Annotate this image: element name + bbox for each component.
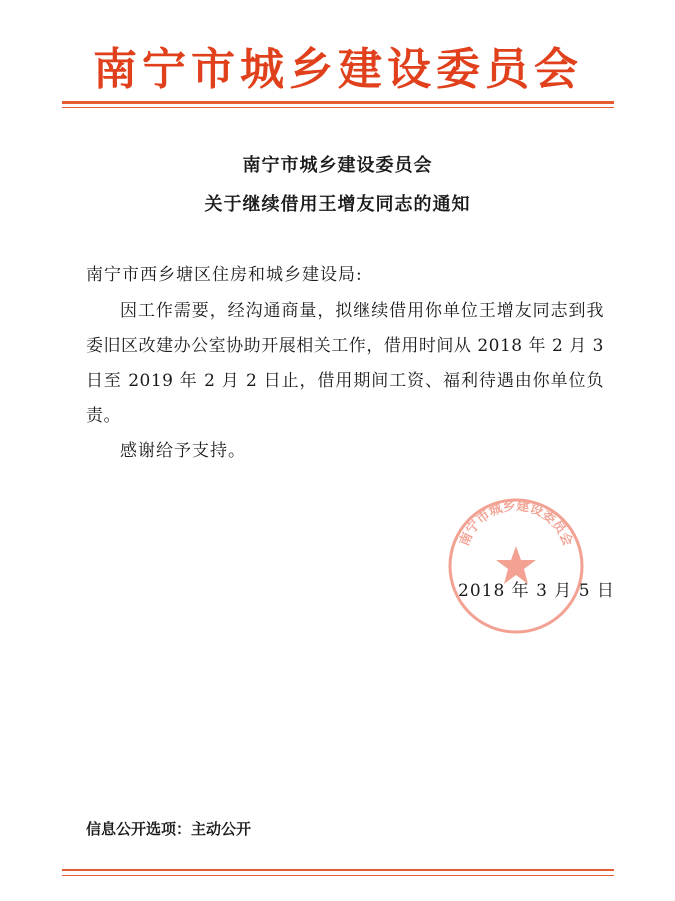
notice-title-line1: 南宁市城乡建设委员会: [242, 155, 433, 176]
seal-text: 南宁市城乡建设委员会: [457, 498, 575, 549]
notice-thanks: 感谢给予支持。: [120, 441, 246, 461]
footer-rule: [62, 869, 614, 871]
letterhead-rule: [62, 101, 614, 104]
notice-body: 因工作需要，经沟通商量，拟继续借用你单位王增友同志到我委旧区改建办公室协助开展相关工作，借用时间从 2018 年 2 月 3 日至 2019 年 2 月 2 日止，借用期间工资、福利待遇由你单位负责。: [86, 301, 604, 426]
official-seal-icon: [446, 496, 586, 636]
notice-recipient: 南宁市西乡塘区住房和城乡建设局:: [86, 265, 363, 285]
svg-text:南宁市城乡建设委员会: [456, 498, 575, 549]
notice-date: 2018 年 3 月 5 日: [458, 581, 615, 601]
footer-rule-thin: [62, 875, 614, 876]
letterhead-rule-thin: [62, 107, 614, 108]
disclosure-option: 信息公开选项：主动公开: [86, 820, 252, 838]
notice-title-line2: 关于继续借用王增友同志的通知: [204, 194, 471, 215]
letterhead-title: 南宁市城乡建设委员会: [93, 44, 583, 95]
